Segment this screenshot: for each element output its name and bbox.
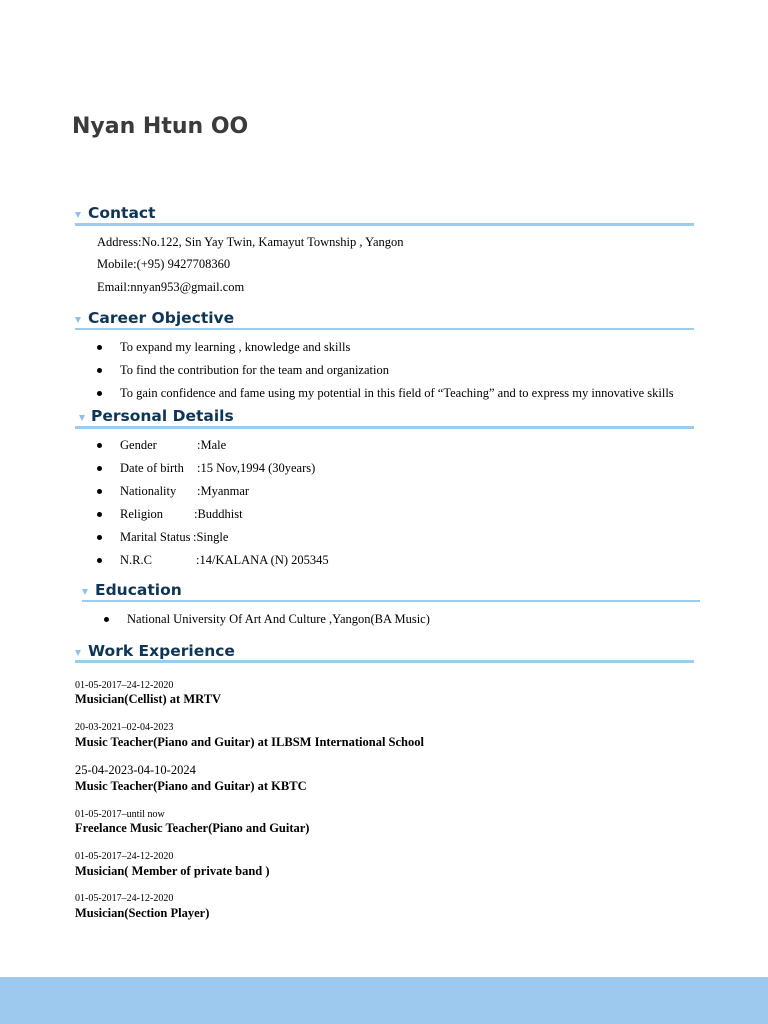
education-item: National University Of Art And Culture ,Yangon(BA Music)	[127, 612, 430, 626]
objective-item: To gain confidence and fame using my potential in this field of “Teaching” and to express my innovative skills	[120, 386, 674, 400]
job-title: Music Teacher(Piano and Guitar) at ILBSM International School	[75, 735, 424, 749]
job-title: Musician(Section Player)	[75, 906, 210, 920]
bullet-icon	[97, 443, 102, 448]
bullet-icon	[97, 558, 102, 563]
section-divider	[75, 328, 694, 330]
section-header-education	[0, 581, 768, 601]
objective-item: To find the contribution for the team and organization	[120, 363, 389, 377]
personal-row-marital-status	[120, 530, 228, 545]
personal-label: Nationality	[120, 484, 177, 498]
collapse-triangle-icon	[79, 415, 85, 421]
section-title-contact: Contact	[88, 204, 156, 222]
personal-value: :15 Nov,1994 (30years)	[197, 461, 316, 475]
section-divider	[75, 223, 694, 226]
job-title: Music Teacher(Piano and Guitar) at KBTC	[75, 779, 307, 793]
bullet-icon	[97, 512, 102, 517]
collapse-triangle-icon	[75, 650, 81, 656]
personal-row-religion	[120, 507, 243, 522]
personal-row-nrc	[120, 553, 329, 568]
section-title-work-experience: Work Experience	[88, 642, 235, 660]
resume-name: Nyan Htun OO	[72, 114, 249, 139]
job-title: Musician(Cellist) at MRTV	[75, 692, 222, 706]
bullet-icon	[97, 345, 102, 350]
section-divider	[82, 600, 700, 602]
collapse-triangle-icon	[82, 589, 88, 595]
personal-value: :14/KALANA (N) 205345	[196, 553, 329, 567]
footer-band	[0, 977, 768, 1024]
personal-label: Religion	[120, 507, 164, 521]
bullet-icon	[97, 535, 102, 540]
personal-label: Marital Status	[120, 530, 191, 544]
job-date: 20-03-2021–02-04-2023	[75, 722, 174, 733]
section-title-career-objective: Career Objective	[88, 309, 235, 327]
collapse-triangle-icon	[75, 317, 81, 323]
contact-email: Email:nnyan953@gmail.com	[97, 280, 245, 294]
objective-item: To expand my learning , knowledge and skills	[120, 340, 351, 354]
job-date: 01-05-2017–24-12-2020	[75, 893, 174, 904]
job-title: Musician( Member of private band )	[75, 864, 270, 878]
personal-row-gender	[120, 438, 226, 453]
personal-label: N.R.C	[120, 553, 152, 567]
bullet-icon	[97, 489, 102, 494]
bullet-icon	[97, 368, 102, 373]
job-date: 01-05-2017–until now	[75, 809, 165, 820]
section-divider	[75, 660, 694, 663]
contact-address: Address:No.122, Sin Yay Twin, Kamayut Township , Yangon	[97, 235, 404, 249]
personal-value: :Myanmar	[197, 484, 250, 498]
section-header-personal-details	[0, 407, 768, 427]
personal-value: :Buddhist	[194, 507, 243, 521]
section-header-work-experience	[0, 642, 768, 662]
bullet-icon	[104, 617, 109, 622]
personal-row-dob	[120, 461, 315, 476]
contact-mobile: Mobile:(+95) 9427708360	[97, 257, 231, 271]
job-date: 01-05-2017–24-12-2020	[75, 680, 174, 691]
personal-label: Gender	[120, 438, 157, 452]
job-title: Freelance Music Teacher(Piano and Guitar)	[75, 821, 310, 835]
section-divider	[75, 426, 694, 429]
job-date: 25-04-2023-04-10-2024	[75, 763, 196, 777]
section-title-personal-details: Personal Details	[91, 407, 234, 425]
job-date: 01-05-2017–24-12-2020	[75, 851, 174, 862]
section-header-career-objective	[0, 309, 768, 329]
personal-label: Date of birth	[120, 461, 184, 475]
section-header-contact	[0, 204, 768, 224]
personal-value: :Male	[197, 438, 227, 452]
bullet-icon	[97, 466, 102, 471]
section-title-education: Education	[95, 581, 182, 599]
collapse-triangle-icon	[75, 212, 81, 218]
bullet-icon	[97, 391, 102, 396]
personal-row-nationality	[120, 484, 249, 499]
personal-value: :Single	[193, 530, 229, 544]
